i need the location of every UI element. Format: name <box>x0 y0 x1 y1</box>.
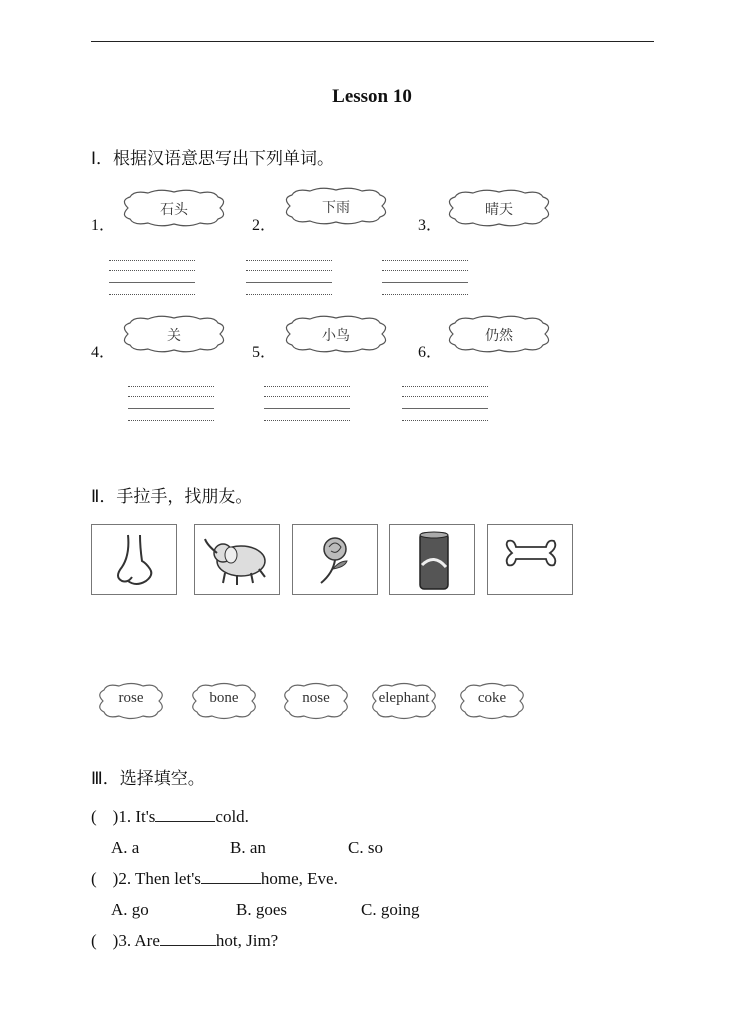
word-cloud-text: 石头 <box>160 202 188 218</box>
bone-icon <box>488 525 574 596</box>
nose-icon <box>92 525 178 596</box>
rose-icon <box>293 525 379 596</box>
writing-lines <box>128 384 214 426</box>
section-3-heading: Ⅲ．选择填空。 <box>91 769 205 789</box>
word-cloud <box>280 314 392 354</box>
option-a: A. a <box>111 838 140 857</box>
option-a: A. go <box>111 900 149 919</box>
word-cloud <box>280 186 392 226</box>
question-paren: ( <box>91 931 97 950</box>
word-cloud-text: 小鸟 <box>322 328 350 344</box>
word-cloud-text: elephant <box>378 690 430 706</box>
elephant-picture <box>194 524 280 595</box>
writing-lines <box>402 384 488 426</box>
option-b: B. an <box>230 838 266 857</box>
header-rule <box>91 41 654 42</box>
item-number: 1． <box>91 217 116 234</box>
question-tail: hot, Jim? <box>215 931 279 950</box>
word-cloud-text: bone <box>209 690 239 706</box>
word-cloud-text: nose <box>302 690 330 706</box>
word-cloud-text: rose <box>118 690 144 706</box>
question-paren: ( <box>91 869 97 888</box>
item-number: 5． <box>252 344 277 361</box>
bone-picture <box>487 524 573 595</box>
coke-picture <box>389 524 475 595</box>
question-paren: ( <box>91 807 97 826</box>
question-stem: )2. Then let's <box>112 869 201 888</box>
word-cloud <box>456 680 528 722</box>
option-c: C. so <box>348 838 383 857</box>
answer-blank[interactable] <box>201 869 261 884</box>
section-1-heading: Ⅰ．根据汉语意思写出下列单词。 <box>91 149 335 169</box>
word-cloud <box>95 680 167 722</box>
item-number: 4． <box>91 344 116 361</box>
word-cloud-text: 下雨 <box>322 200 350 216</box>
section-2-heading: Ⅱ．手拉手，找朋友。 <box>91 487 253 507</box>
page-title: Lesson 10 <box>332 86 412 107</box>
word-cloud <box>368 680 440 722</box>
question-stem: )3. Are <box>112 931 160 950</box>
word-cloud <box>280 680 352 722</box>
writing-lines <box>246 258 332 300</box>
writing-lines <box>264 384 350 426</box>
question-stem: )1. It's <box>112 807 156 826</box>
rose-picture <box>292 524 378 595</box>
option-b: B. goes <box>236 900 287 919</box>
elephant-icon <box>195 525 281 596</box>
word-cloud <box>118 314 230 354</box>
question-tail: cold. <box>215 807 249 826</box>
question-3 <box>91 931 278 951</box>
item-number: 3． <box>418 217 443 234</box>
word-cloud <box>118 188 230 228</box>
writing-lines <box>109 258 195 300</box>
word-cloud-text: 关 <box>167 328 181 344</box>
question-2 <box>91 869 338 889</box>
word-cloud <box>443 188 555 228</box>
question-1 <box>91 807 249 827</box>
word-cloud-text: 仍然 <box>485 328 513 344</box>
writing-lines <box>382 258 468 300</box>
item-number: 2． <box>252 217 277 234</box>
question-tail: home, Eve. <box>260 869 338 888</box>
option-c: C. going <box>361 900 420 919</box>
answer-blank[interactable] <box>160 931 216 946</box>
word-cloud <box>188 680 260 722</box>
coke-can-icon <box>390 525 476 596</box>
answer-blank[interactable] <box>155 807 215 822</box>
word-cloud <box>443 314 555 354</box>
word-cloud-text: coke <box>477 690 507 706</box>
word-cloud-text: 晴天 <box>485 202 513 218</box>
nose-picture <box>91 524 177 595</box>
item-number: 6． <box>418 344 443 361</box>
